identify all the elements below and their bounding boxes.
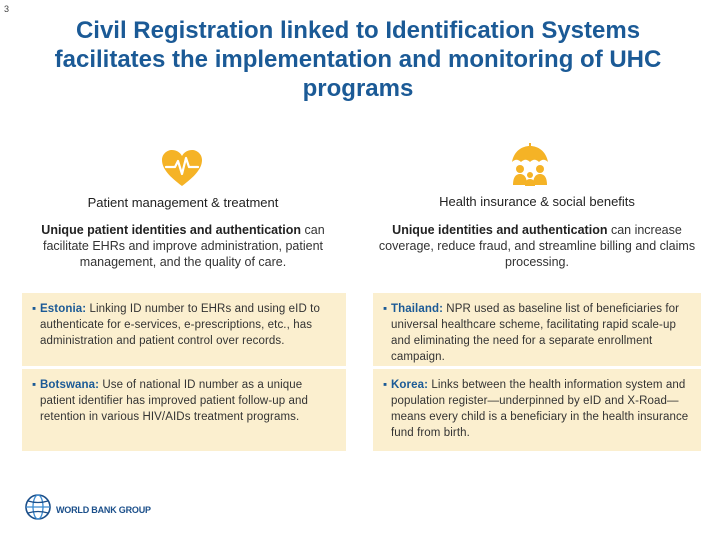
left-column-description: [22, 222, 344, 270]
example-text: Linking ID number to EHRs and using eID to authenticate for e-services, e-prescriptions, etc., has administration and patient control over records.: [40, 303, 320, 347]
left-column-heading: Patient management & treatment: [87, 195, 279, 210]
example-text: Links between the health information system and population register—underpinned by eID and X-Road—means every child is a beneficiary in the health insurance fund from birth.: [391, 379, 689, 439]
world-bank-logo: [24, 493, 151, 526]
right-desc-bold: Unique identities and authentication: [392, 223, 608, 237]
globe-icon: [24, 493, 52, 526]
bullet-marker: ▪: [32, 379, 37, 391]
umbrella-family-icon: [508, 142, 552, 190]
right-desc-rest: can increase coverage, reduce fraud, and streamline billing and claims processing.: [378, 223, 696, 269]
bullet-marker: ▪: [383, 379, 388, 391]
example-text: NPR used as baseline list of beneficiaries for universal healthcare scheme, facilitating rapid scale-up and eliminating the need for a separate enrollment campaign.: [391, 303, 680, 363]
example-text: Use of national ID number as a unique patient identifier has improved patient follow-up and retention in various HIV/AIDs treatment programs.: [40, 379, 309, 423]
botswana-example-box: [22, 369, 346, 451]
left-desc-rest: can facilitate EHRs and improve administration, patient management, and the quality of care.: [43, 223, 325, 269]
heart-pulse-icon: [160, 148, 204, 188]
country-label: Korea:: [391, 379, 429, 391]
slide-number: 3: [4, 4, 10, 14]
country-label: Thailand:: [391, 303, 444, 315]
slide-title: Civil Registration linked to Identification Systems facilitates the implementation and monitoring of UHC programs: [54, 17, 662, 102]
thailand-example-box: [373, 293, 701, 366]
korea-example-box: [373, 369, 701, 451]
bullet-marker: ▪: [32, 303, 37, 315]
bullet-marker: ▪: [383, 303, 388, 315]
estonia-example-box: [22, 293, 346, 366]
logo-text: WORLD BANK GROUP: [56, 504, 151, 515]
left-desc-bold: Unique patient identities and authentication: [41, 223, 302, 237]
country-label: Botswana:: [40, 379, 100, 391]
right-column-heading: Health insurance & social benefits: [439, 194, 635, 209]
right-column-description: [374, 222, 700, 270]
country-label: Estonia:: [40, 303, 87, 315]
